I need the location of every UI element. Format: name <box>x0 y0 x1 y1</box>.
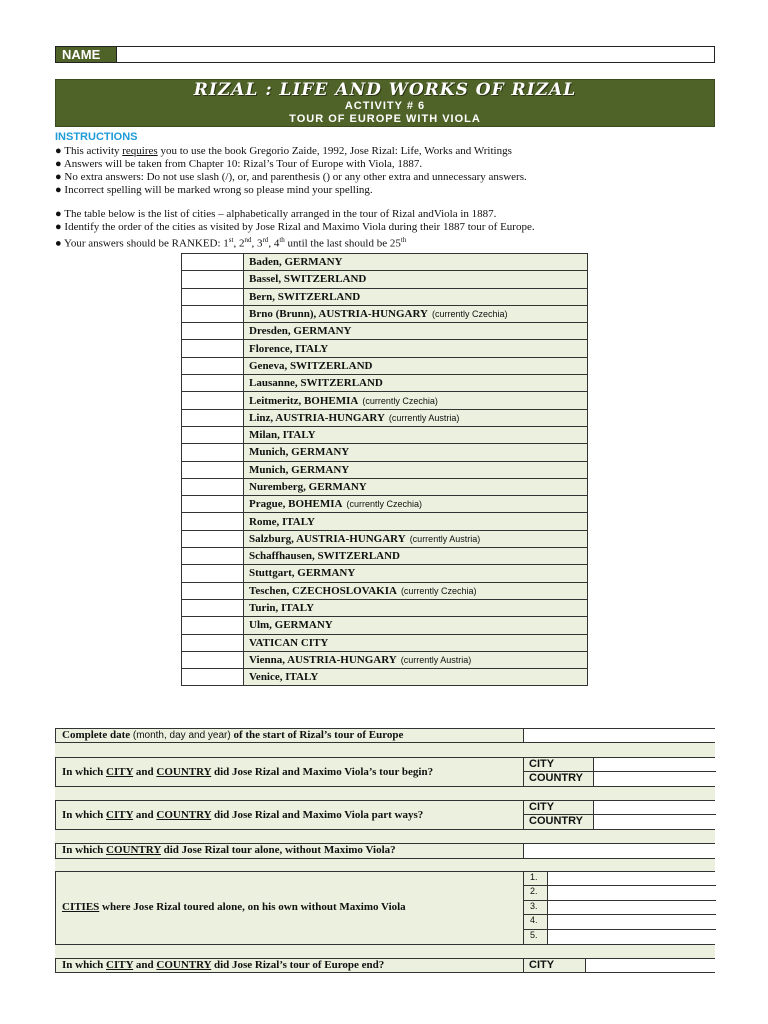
rank-input[interactable] <box>182 669 244 686</box>
city-label: Munich, GERMANY <box>249 446 350 459</box>
city-label: Rome, ITALY <box>249 515 316 528</box>
city-row <box>182 305 588 322</box>
city-name <box>244 478 588 495</box>
page-header <box>55 79 715 127</box>
rank-input[interactable] <box>182 617 244 634</box>
city-label: Bassel, SWITZERLAND <box>249 273 367 286</box>
city-name <box>244 305 588 322</box>
page-title: RIZAL : LIFE AND WORKS OF RIZAL <box>193 80 577 100</box>
city-label: Baden, GERMANY <box>249 256 343 269</box>
city-label: Geneva, SWITZERLAND <box>249 359 373 372</box>
city-label: Munich, GERMANY <box>249 463 350 476</box>
city-row <box>182 461 588 478</box>
cities-table <box>181 253 588 686</box>
rank-input[interactable] <box>182 271 244 288</box>
city-label: Prague, BOHEMIA <box>249 498 343 511</box>
row-number: 4. <box>524 915 548 928</box>
city-label: Linz, AUSTRIA-HUNGARY <box>249 411 385 424</box>
city-label: Brno (Brunn), AUSTRIA-HUNGARY <box>249 308 428 321</box>
city-row <box>182 669 588 686</box>
part-country-row <box>524 815 716 829</box>
city-row <box>182 340 588 357</box>
begin-country-input[interactable] <box>594 772 716 786</box>
question-tour-begin: In which CITY and COUNTRY did Jose Rizal and Maximo Viola’s tour begin? CITY COUNTRY <box>55 757 715 787</box>
city-label: Dresden, GERMANY <box>249 325 352 338</box>
city-row <box>182 426 588 443</box>
city-note: (currently Czechia) <box>362 395 438 406</box>
rank-input[interactable] <box>182 513 244 530</box>
rank-input[interactable] <box>182 599 244 616</box>
spacer <box>55 830 715 843</box>
rank-input[interactable] <box>182 288 244 305</box>
alone-city-row <box>524 886 716 900</box>
city-name <box>244 617 588 634</box>
alone-city-input[interactable] <box>548 886 716 899</box>
city-label: VATICAN CITY <box>249 636 329 649</box>
rank-input[interactable] <box>182 651 244 668</box>
city-name <box>244 599 588 616</box>
country-label: COUNTRY <box>524 772 594 786</box>
city-name <box>244 548 588 565</box>
name-input[interactable] <box>116 47 714 62</box>
city-row <box>182 651 588 668</box>
row-number: 3. <box>524 901 548 914</box>
instruction-item: ● Incorrect spelling will be marked wrong so please mind your spelling. <box>55 184 373 196</box>
city-note: (currently Czechia) <box>432 309 508 320</box>
city-name <box>244 565 588 582</box>
city-name <box>244 375 588 392</box>
city-name <box>244 651 588 668</box>
rank-input[interactable] <box>182 444 244 461</box>
city-name <box>244 409 588 426</box>
rank-input[interactable] <box>182 461 244 478</box>
city-label: Ulm, GERMANY <box>249 619 333 632</box>
row-number: 5. <box>524 930 548 944</box>
city-row <box>182 582 588 599</box>
city-label: Turin, ITALY <box>249 602 315 615</box>
spacer <box>55 787 715 800</box>
city-label: Schaffhausen, SWITZERLAND <box>249 550 400 563</box>
country-label: COUNTRY <box>524 815 594 829</box>
city-name <box>244 444 588 461</box>
begin-city-input[interactable] <box>594 758 716 771</box>
part-city-row <box>524 801 716 815</box>
city-label: Leitmeritz, BOHEMIA <box>249 394 359 407</box>
city-row <box>182 323 588 340</box>
city-name <box>244 669 588 686</box>
city-name <box>244 288 588 305</box>
city-row <box>182 444 588 461</box>
city-name <box>244 254 588 271</box>
city-label: Salzburg, AUSTRIA-HUNGARY <box>249 532 406 545</box>
name-label: NAME <box>56 47 116 62</box>
city-label: Vienna, AUSTRIA-HUNGARY <box>249 653 397 666</box>
instruction-item: ● This activity requires you to use the book Gregorio Zaide, 1992, Jose Rizal: Life, Works and Writings <box>55 145 512 157</box>
instruction-item: ● Identify the order of the cities as visited by Jose Rizal and Maximo Viola during their 1887 tour of Europe. <box>55 221 535 233</box>
city-row <box>182 634 588 651</box>
city-row <box>182 548 588 565</box>
alone-country-input[interactable] <box>523 844 716 858</box>
rank-input[interactable] <box>182 565 244 582</box>
rank-input[interactable] <box>182 634 244 651</box>
city-name <box>244 582 588 599</box>
rank-input[interactable] <box>182 254 244 271</box>
city-name <box>244 340 588 357</box>
city-label: Lausanne, SWITZERLAND <box>249 377 383 390</box>
city-label: Teschen, CZECHOSLOVAKIA <box>249 584 397 597</box>
rank-input[interactable] <box>182 530 244 547</box>
city-label: Bern, SWITZERLAND <box>249 290 361 303</box>
city-row <box>182 478 588 495</box>
rank-input[interactable] <box>182 409 244 426</box>
row-number: 1. <box>524 872 548 885</box>
part-country-input[interactable] <box>594 815 716 829</box>
city-row <box>182 357 588 374</box>
city-name <box>244 634 588 651</box>
city-label: Florence, ITALY <box>249 342 329 355</box>
start-date-input[interactable] <box>523 729 716 742</box>
rank-input[interactable] <box>182 478 244 495</box>
rank-input[interactable] <box>182 426 244 443</box>
city-label: Milan, ITALY <box>249 429 316 442</box>
alone-city-row <box>524 915 716 929</box>
question-start-date: Complete date (month, day and year) of the start of Rizal’s tour of Europe <box>55 728 715 743</box>
begin-city-row <box>524 758 716 772</box>
city-row <box>182 288 588 305</box>
alone-city-row <box>524 930 716 944</box>
rank-input[interactable] <box>182 375 244 392</box>
city-note: (currently Czechia) <box>346 499 423 510</box>
city-note: (currently Austria) <box>388 412 460 423</box>
city-row <box>182 271 588 288</box>
instruction-item: ● The table below is the list of cities – alphabetically arranged in the tour of Rizal andViola in 1887. <box>55 208 497 220</box>
end-city-input[interactable] <box>586 959 716 972</box>
alone-city-input[interactable] <box>548 915 716 928</box>
instructions-title: INSTRUCTIONS <box>55 131 138 143</box>
activity-subtitle: TOUR OF EUROPE WITH VIOLA <box>289 113 481 125</box>
city-label: CITY <box>524 959 586 972</box>
city-label: CITY <box>524 758 594 771</box>
city-label: CITY <box>524 801 594 814</box>
alone-city-row <box>524 872 716 886</box>
name-bar <box>55 46 715 63</box>
city-note: (currently Czechia) <box>400 585 477 596</box>
city-row <box>182 599 588 616</box>
city-row <box>182 513 588 530</box>
city-row <box>182 496 588 513</box>
city-label: Nuremberg, GERMANY <box>249 481 367 493</box>
instruction-item: ● Your answers should be RANKED: 1st, 2nd, 3rd, 4th until the last should be 25th <box>55 236 407 250</box>
begin-country-row <box>524 772 716 786</box>
rank-input[interactable] <box>182 357 244 374</box>
question-tour-alone-country: In which COUNTRY did Jose Rizal tour alone, without Maximo Viola? <box>55 843 715 859</box>
question-tour-end: In which CITY and COUNTRY did Jose Rizal’s tour of Europe end? CITY <box>55 958 715 973</box>
question-part-ways: In which CITY and COUNTRY did Jose Rizal and Maximo Viola part ways? CITY COUNTRY <box>55 800 715 830</box>
alone-city-input[interactable] <box>548 930 716 944</box>
city-row <box>182 392 588 409</box>
rank-input[interactable] <box>182 305 244 322</box>
city-label: Venice, ITALY <box>249 671 319 684</box>
instruction-item: ● Answers will be taken from Chapter 10: Rizal’s Tour of Europe with Viola, 1887. <box>55 158 423 170</box>
alone-city-input[interactable] <box>548 901 716 914</box>
rank-input[interactable] <box>182 548 244 565</box>
instructions-list-2 <box>55 208 535 251</box>
city-name <box>244 461 588 478</box>
city-name <box>244 323 588 340</box>
city-row <box>182 617 588 634</box>
city-name <box>244 271 588 288</box>
part-city-input[interactable] <box>594 801 716 814</box>
city-name <box>244 496 588 513</box>
spacer <box>55 859 715 871</box>
city-name <box>244 426 588 443</box>
instruction-item: ● No extra answers: Do not use slash (/), or, and parenthesis () or any other extra and unnecessary answers. <box>55 171 527 183</box>
rank-input[interactable] <box>182 496 244 513</box>
rank-input[interactable] <box>182 392 244 409</box>
city-note: (currently Austria) <box>400 654 472 665</box>
row-number: 2. <box>524 886 548 899</box>
rank-input[interactable] <box>182 582 244 599</box>
city-name <box>244 530 588 547</box>
city-note: (currently Austria) <box>409 533 481 544</box>
city-name <box>244 392 588 409</box>
spacer <box>55 743 715 757</box>
alone-city-input[interactable] <box>548 872 716 885</box>
activity-number: ACTIVITY # 6 <box>344 100 426 112</box>
city-name <box>244 357 588 374</box>
city-row <box>182 254 588 271</box>
rank-input[interactable] <box>182 323 244 340</box>
instructions-list <box>55 145 527 197</box>
city-row <box>182 375 588 392</box>
city-row <box>182 409 588 426</box>
city-row <box>182 565 588 582</box>
rank-input[interactable] <box>182 340 244 357</box>
city-row <box>182 530 588 547</box>
spacer <box>55 945 715 958</box>
city-label: Stuttgart, GERMANY <box>249 567 356 580</box>
question-cities-alone: CITIES where Jose Rizal toured alone, on his own without Maximo Viola 1. 2. 3. 4. 5. <box>55 871 715 945</box>
alone-city-row <box>524 901 716 915</box>
city-name <box>244 513 588 530</box>
